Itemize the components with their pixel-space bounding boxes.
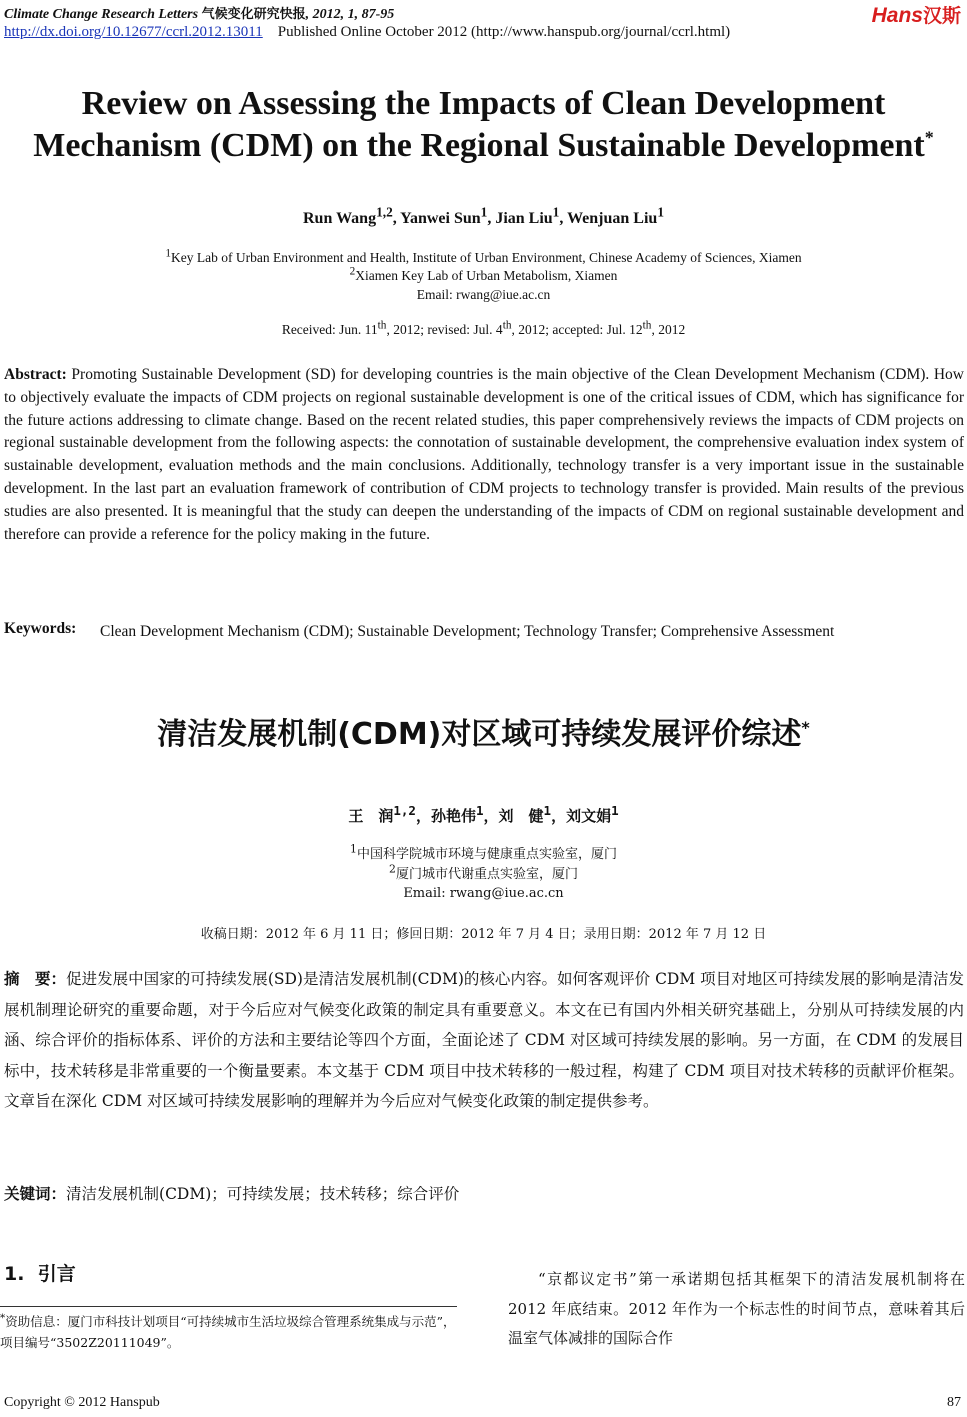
author-sep: ,	[487, 210, 496, 227]
page-number: 87	[947, 1395, 961, 1410]
ordinal: th	[377, 319, 387, 332]
author-affil: 1	[552, 204, 560, 220]
journal-name-cn: 气候变化研究快报	[201, 7, 306, 22]
paper-title	[0, 83, 967, 167]
keywords-text: Clean Development Mechanism (CDM); Sustainable Development; Technology Transfer; Comprehensive Assessment	[100, 623, 835, 640]
footnote-mark: *	[0, 1311, 6, 1324]
ordinal: th	[642, 319, 652, 332]
funding-footnote	[0, 1311, 460, 1353]
cn-affiliation-1	[0, 842, 967, 865]
title-line-2: Mechanism (CDM) on the Regional Sustainable Development	[33, 127, 925, 164]
journal-issue: , 2012, 1, 87-95	[305, 7, 395, 22]
affiliation-text: Xiamen Key Lab of Urban Metabolism, Xiamen	[355, 268, 618, 283]
affiliation-1	[0, 249, 967, 267]
author-affil: 1	[657, 204, 664, 220]
cn-email: Email: rwang@iue.ac.cn	[403, 886, 564, 901]
cn-affiliation-text: 厦门城市代谢重点实验室，厦门	[395, 867, 578, 882]
author-affil: 1	[480, 204, 488, 220]
copyright: Copyright © 2012 Hanspub	[4, 1395, 160, 1410]
author: Jian Liu	[495, 210, 553, 227]
cn-author: 刘 健	[498, 807, 544, 825]
section-heading	[4, 1259, 76, 1286]
cn-author-sep: ，	[551, 807, 567, 825]
author-list	[0, 204, 967, 228]
cn-keywords-label: 关键词：	[4, 1185, 67, 1203]
published-online: Published Online October 2012 (http://www.hanspub.org/journal/ccrl.html)	[277, 24, 731, 40]
revised-text: , 2012; revised: Jul. 4	[386, 322, 503, 337]
cn-author-sep: ，	[483, 807, 499, 825]
section-title: 引言	[37, 1263, 76, 1285]
cn-author: 刘文娟	[566, 807, 612, 825]
author-sep: ,	[392, 210, 401, 227]
journal-name: Climate Change Research Letters	[4, 7, 199, 22]
cn-affiliation-num: 1	[350, 842, 357, 856]
keywords-label: Keywords:	[4, 620, 77, 637]
cn-title-footnote-mark: *	[801, 718, 810, 737]
affiliation-2	[0, 267, 967, 285]
title-line-1: Review on Assessing the Impacts of Clean Development	[81, 85, 886, 122]
abstract	[4, 364, 964, 546]
footnote-text: 资助信息：厦门市科技计划项目“可持续城市生活垃圾综合管理系统集成与示范”，项目编号“3502Z20111049”。	[0, 1314, 456, 1350]
intro-paragraph	[508, 1265, 965, 1354]
footnote-divider	[0, 1306, 457, 1307]
intro-text: “京都议定书”第一承诺期包括其框架下的清洁发展机制将在 2012 年底结束。2012 年作为一个标志性的时间节点，意味着其后温室气体减排的国际合作	[508, 1270, 965, 1347]
year-text: , 2012	[651, 322, 686, 337]
doi-link[interactable]: http://dx.doi.org/10.12677/ccrl.2012.13011	[4, 24, 263, 40]
author-affil: 1,2	[376, 204, 393, 220]
cn-author-affil: 1	[543, 803, 552, 818]
cn-abstract-label: 摘 要：	[4, 970, 67, 988]
journal-header	[4, 3, 394, 23]
received-text: Received: Jun. 11	[281, 322, 378, 337]
cn-author: 孙艳伟	[430, 807, 476, 825]
affiliation-num: 1	[165, 247, 172, 260]
author: Run Wang	[303, 210, 377, 227]
accepted-text: , 2012; accepted: Jul. 12	[511, 322, 643, 337]
publication-info	[4, 24, 730, 41]
author: Wenjuan Liu	[567, 210, 658, 227]
affiliation-num: 2	[349, 265, 356, 278]
cn-affiliation-text: 中国科学院城市环境与健康重点实验室，厦门	[356, 847, 617, 862]
cn-keywords	[4, 1179, 964, 1210]
affiliation-text: Key Lab of Urban Environment and Health, Institute of Urban Environment, Chinese Academy of Sciences, Xiamen	[171, 250, 802, 265]
cn-received-dates: 收稿日期：2012 年 6 月 11 日；修回日期：2012 年 7 月 4 日；录用日期：2012 年 7 月 12 日	[200, 927, 767, 942]
cn-abstract	[4, 964, 964, 1117]
cn-keywords-text: 清洁发展机制(CDM)；可持续发展；技术转移；综合评价	[66, 1185, 460, 1203]
cn-title-text: 清洁发展机制(CDM)对区域可持续发展评价综述	[157, 717, 802, 752]
cn-author-affil: 1	[475, 803, 484, 818]
received-dates	[0, 319, 967, 338]
section-number: 1.	[4, 1263, 25, 1285]
cn-author: 王 润	[348, 807, 394, 825]
author-sep: ,	[559, 210, 568, 227]
abstract-text: Promoting Sustainable Development (SD) for developing countries is the main objective of the Clean Development Mechanism (CDM). How to objectively evaluate the impacts of CDM projects on regional sustainable development is one of the critical issues of CDM, which has significance for the future actions addressing to climate change. Based on the recent related studies, this paper comprehensively reviews the impacts of CDM projects on regional sustainable development from the following aspects: the connotation of sustainable development, the comprehensive evaluation index system of sustainable development, evaluation methods and the main conclusions. Additionally, technology transfer is a very important issue in the sustainable development. In the last part an evaluation framework of contribution of CDM projects to technology transfer is provided. Main results of the previous studies are also presented. It is meaningful that the study can deepen the understanding of the impacts of CDM on regional sustainable development and therefore can provide a reference for the policy making in the future.	[4, 366, 965, 543]
cn-author-affil: 1,2	[393, 803, 416, 818]
title-footnote-mark: *	[924, 127, 934, 148]
cn-affiliation-num: 2	[389, 862, 396, 876]
cn-affiliation-2	[0, 862, 967, 885]
logo-cn: 汉斯	[922, 5, 961, 27]
email: Email: rwang@iue.ac.cn	[416, 287, 551, 302]
logo-latin: Hans	[871, 4, 923, 27]
publisher-logo[interactable]	[872, 1, 961, 28]
cn-author-affil: 1	[611, 803, 619, 818]
cn-author-list	[0, 805, 967, 826]
abstract-label: Abstract:	[4, 366, 67, 383]
cn-abstract-text: 促进发展中国家的可持续发展(SD)是清洁发展机制(CDM)的核心内容。如何客观评价 CDM 项目对地区可持续发展的影响是清洁发展机制理论研究的重要命题，对于今后应对气候变化政策的制定具有重要意义。本文在已有国内外相关研究基础上，分别从可持续发展的内涵、综合评价的指标体系、评价的方法和主要结论等四个方面，全面论述了 CDM 对区域可持续发展的影响。另一方面，在 CDM 的发展目标中，技术转移是非常重要的一个衡量要素。本文基于 CDM 项目中技术转移的一般过程，构建了 CDM 项目对技术转移的贡献评价框架。文章旨在深化 CDM 对区域可持续发展影响的理解并为今后应对气候变化政策的制定提供参考。	[4, 970, 964, 1110]
cn-paper-title	[0, 709, 967, 753]
cn-author-sep: ，	[415, 807, 431, 825]
author: Yanwei Sun	[400, 210, 481, 227]
ordinal: th	[502, 319, 512, 332]
